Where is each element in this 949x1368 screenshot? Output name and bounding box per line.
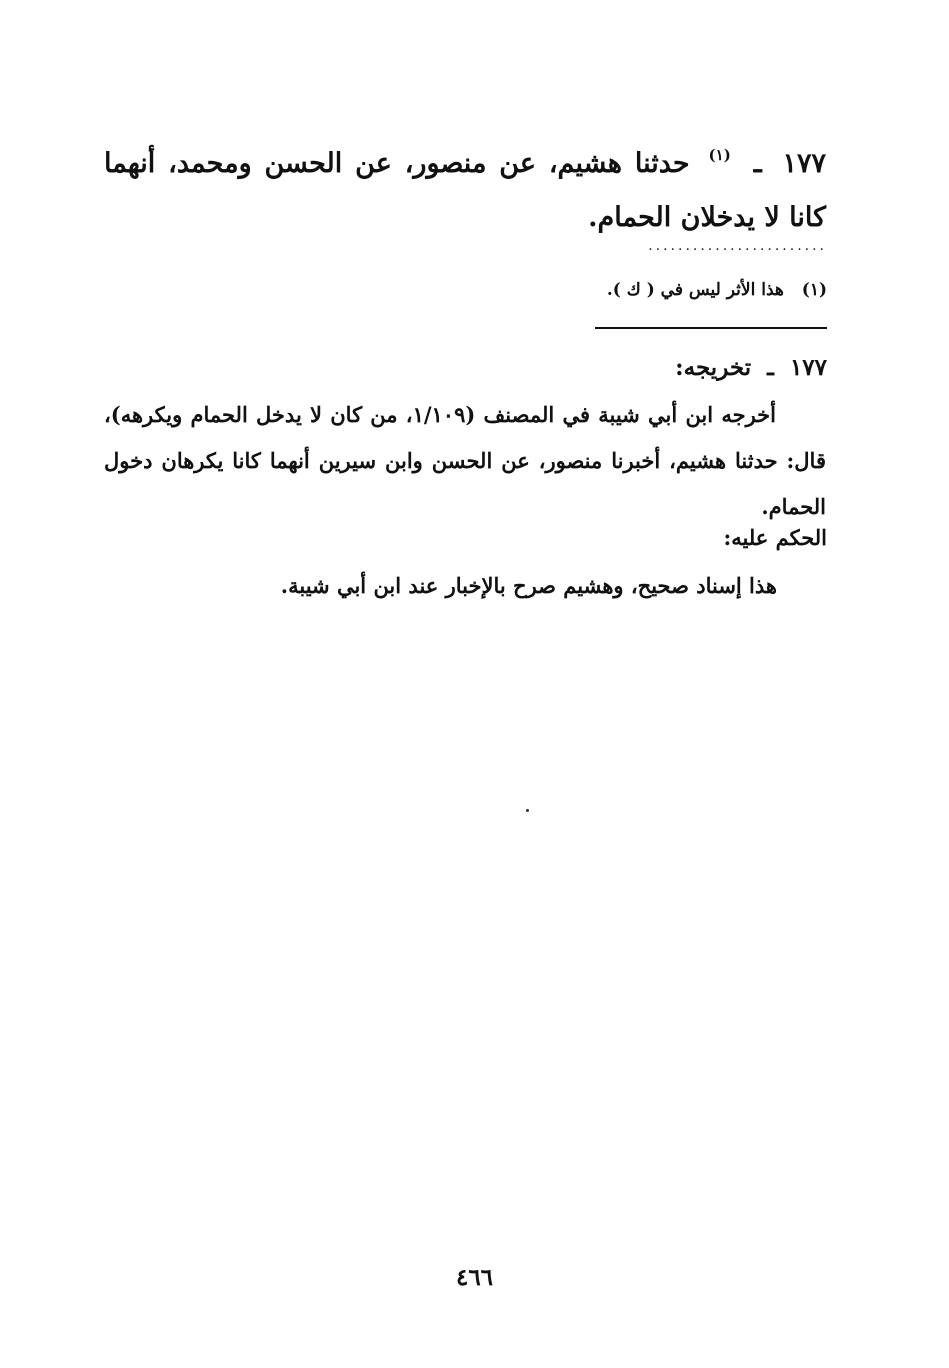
page-number: ٤٦٦ [455, 1264, 494, 1291]
section-divider [595, 327, 827, 329]
footnote [327, 276, 827, 304]
hukm-heading: الحكم عليه: [723, 525, 827, 550]
takhrij-title: تخريجه: [675, 354, 752, 381]
hukm-body: هذا إسناد صحيح، وهشيم صرح بالإخبار عند ابن أبي شيبة. [280, 573, 777, 598]
footnote-text: هذا الأثر ليس في ( ك ). [606, 280, 784, 300]
footnote-marker: (١) [801, 280, 827, 300]
takhrij-dash: ـ [767, 354, 774, 381]
takhrij-heading [675, 350, 827, 386]
footnote-dotted-separator: ........................ [648, 238, 827, 254]
takhrij-body: أخرجه ابن أبي شيبة في المصنف (١/١٠٩، من كان لا يدخل الحمام ويكرهه)، قال: حدثنا هشيم، أخبرنا منصور، عن الحسن وابن سيرين أنهما كانا يكرهان دخول الحمام. [104, 402, 826, 519]
hadith-number: ١٧٧ [782, 148, 827, 179]
takhrij-number: ١٧٧ [789, 354, 827, 381]
scan-speck [526, 809, 529, 812]
footnote-reference[interactable]: (١) [708, 146, 731, 164]
hadith-dash: ـ [753, 148, 762, 179]
hadith-body: حدثنا هشيم، عن منصور، عن الحسن ومحمد، أنهما كانا لا يدخلان الحمام. [104, 148, 826, 233]
hadith-text-block [104, 128, 826, 245]
